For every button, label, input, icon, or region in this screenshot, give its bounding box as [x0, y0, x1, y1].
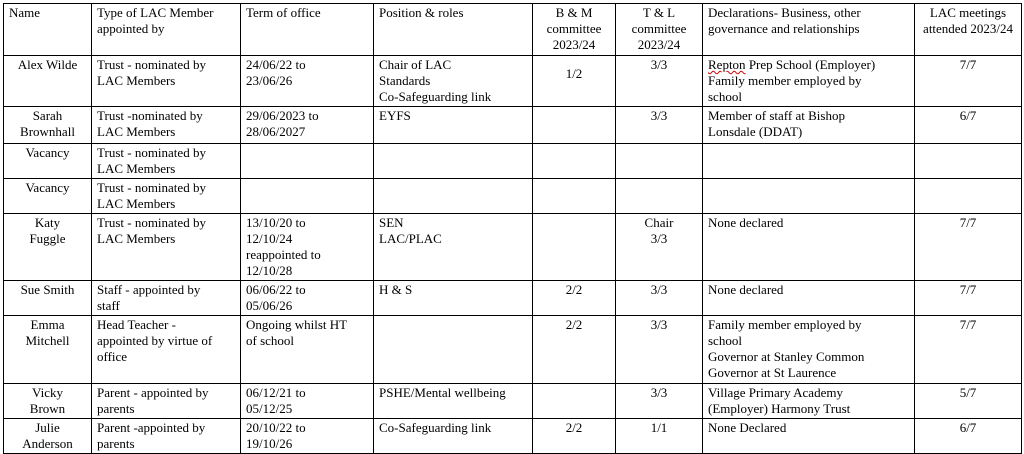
declarations [703, 214, 915, 281]
lac-meetings-attended: 5/7 [915, 384, 1022, 419]
member-name-line: Vicky [32, 385, 63, 400]
declarations [703, 179, 915, 214]
member-type-line: Trust - nominated by [97, 57, 206, 72]
position-roles [374, 419, 533, 454]
lac-meetings-attended: 7/7 [915, 316, 1022, 384]
member-type-line: parents [97, 436, 135, 451]
member-type [92, 179, 241, 214]
tl-committee-attendance: 3/3 [616, 56, 703, 107]
position-roles [374, 107, 533, 144]
member-name [4, 281, 92, 316]
lac-meetings-attended: 6/7 [915, 107, 1022, 144]
position-roles-line: LAC/PLAC [379, 231, 442, 246]
bm-committee-attendance [533, 214, 616, 281]
declarations-line: None declared [708, 282, 784, 297]
position-roles-line: EYFS [379, 108, 411, 123]
declarations-line: Repton Prep School (Employer) [708, 57, 876, 72]
declarations [703, 144, 915, 179]
term-of-office-line: 23/06/26 [246, 73, 293, 88]
declarations-line: Governor at Stanley Common [708, 349, 865, 364]
term-of-office-line: 28/06/2027 [246, 124, 306, 139]
member-name-line: Katy [34, 215, 61, 230]
member-name [4, 419, 92, 454]
declarations [703, 419, 915, 454]
member-type-line: office [97, 349, 128, 364]
tl-committee-attendance [616, 144, 703, 179]
declarations-line: Member of staff at Bishop [708, 108, 845, 123]
member-type [92, 281, 241, 316]
member-type [92, 214, 241, 281]
member-name-line: Fuggle [29, 231, 66, 246]
bm-committee-attendance: 2/2 [533, 281, 616, 316]
member-type-line: Trust -nominated by [97, 108, 203, 123]
header-bm-committee: B & M committee 2023/24 [533, 4, 616, 56]
position-roles [374, 56, 533, 107]
declarations-line: school [708, 89, 742, 104]
term-of-office-line: reappointed to [246, 247, 321, 262]
position-roles [374, 144, 533, 179]
table-row [4, 281, 1022, 316]
table-row [4, 419, 1022, 454]
table-body [4, 56, 1022, 454]
position-roles [374, 316, 533, 384]
bm-committee-attendance: 2/2 [533, 419, 616, 454]
member-type-line: appointed by virtue of [97, 333, 213, 348]
table-row [4, 316, 1022, 384]
member-name-line: Vacancy [25, 180, 70, 195]
member-type-line: Trust - nominated by [97, 180, 206, 195]
bm-committee-attendance [533, 179, 616, 214]
term-of-office [241, 214, 374, 281]
member-name [4, 107, 92, 144]
term-of-office-line: 06/06/22 to [246, 282, 306, 297]
tl-committee-attendance: 3/3 [616, 316, 703, 384]
term-of-office [241, 107, 374, 144]
bm-committee-attendance: 2/2 [533, 316, 616, 384]
lac-meetings-attended: 7/7 [915, 56, 1022, 107]
position-roles-line: H & S [379, 282, 413, 297]
member-type-line: LAC Members [97, 73, 176, 88]
term-of-office [241, 144, 374, 179]
position-roles-line: Chair of LAC [379, 57, 452, 72]
member-name [4, 316, 92, 384]
bm-committee-attendance [533, 144, 616, 179]
position-roles [374, 281, 533, 316]
position-roles [374, 179, 533, 214]
declarations-line: Family member employed by [708, 317, 862, 332]
bm-committee-attendance: 1/2 [533, 56, 616, 107]
declarations [703, 281, 915, 316]
member-name-line: Anderson [22, 436, 73, 451]
declarations [703, 316, 915, 384]
declarations-line: Lonsdale (DDAT) [708, 124, 803, 139]
term-of-office-line: 05/12/25 [246, 401, 293, 416]
declarations-line: Governor at St Laurence [708, 365, 837, 380]
spellcheck-word: Repton [708, 57, 746, 72]
declarations-line: school [708, 333, 742, 348]
member-name [4, 56, 92, 107]
term-of-office [241, 179, 374, 214]
tl-committee-attendance: 3/3 [616, 281, 703, 316]
member-type-line: Parent -appointed by [97, 420, 206, 435]
member-type-line: LAC Members [97, 161, 176, 176]
member-type-line: LAC Members [97, 124, 176, 139]
member-type-line: Trust - nominated by [97, 215, 206, 230]
declarations-line: None Declared [708, 420, 787, 435]
lac-members-table [3, 3, 1022, 454]
table-row [4, 179, 1022, 214]
term-of-office-line: 05/06/26 [246, 298, 293, 313]
position-roles [374, 214, 533, 281]
position-roles-line: PSHE/Mental wellbeing [379, 385, 506, 400]
member-name-line: Sarah [32, 108, 63, 123]
declarations-line: (Employer) Harmony Trust [708, 401, 851, 416]
member-name [4, 179, 92, 214]
member-name-line: Mitchell [25, 333, 70, 348]
lac-meetings-attended [915, 144, 1022, 179]
position-roles [374, 384, 533, 419]
member-type-line: staff [97, 298, 120, 313]
position-roles-line: Standards [379, 73, 431, 88]
table-row [4, 214, 1022, 281]
member-type-line: Head Teacher - [97, 317, 176, 332]
member-type-line: LAC Members [97, 196, 176, 211]
lac-meetings-attended: 7/7 [915, 281, 1022, 316]
header-term: Term of office [241, 4, 374, 56]
header-type: Type of LAC Member appointed by [92, 4, 241, 56]
term-of-office-line: 06/12/21 to [246, 385, 306, 400]
tl-committee-attendance [616, 179, 703, 214]
term-of-office-line: 19/10/26 [246, 436, 293, 451]
term-of-office-line: Ongoing whilst HT [246, 317, 348, 332]
tl-committee-attendance: 3/3 [616, 107, 703, 144]
lac-meetings-attended [915, 179, 1022, 214]
member-type [92, 316, 241, 384]
term-of-office [241, 384, 374, 419]
term-of-office-line: of school [246, 333, 295, 348]
position-roles-line: Co-Safeguarding link [379, 420, 492, 435]
bm-committee-attendance [533, 107, 616, 144]
header-meetings: LAC meetings attended 2023/24 [915, 4, 1022, 56]
term-of-office-line: 29/06/2023 to [246, 108, 319, 123]
header-row [4, 4, 1022, 56]
tl-committee-attendance: 1/1 [616, 419, 703, 454]
member-name-line: Brownhall [20, 124, 75, 139]
term-of-office-line: 13/10/20 to [246, 215, 306, 230]
term-of-office [241, 316, 374, 384]
member-type [92, 419, 241, 454]
member-name-line: Alex Wilde [17, 57, 78, 72]
lac-meetings-attended: 7/7 [915, 214, 1022, 281]
table-row [4, 144, 1022, 179]
bm-committee-attendance [533, 384, 616, 419]
term-of-office-line: 12/10/24 [246, 231, 293, 246]
member-type [92, 144, 241, 179]
declarations [703, 107, 915, 144]
table-row [4, 56, 1022, 107]
lac-meetings-attended: 6/7 [915, 419, 1022, 454]
member-name [4, 214, 92, 281]
declarations-line: Village Primary Academy [708, 385, 843, 400]
member-type [92, 56, 241, 107]
term-of-office-line: 20/10/22 to [246, 420, 306, 435]
member-name-line: Sue Smith [20, 282, 75, 297]
member-type-line: Parent - appointed by [97, 385, 209, 400]
member-name-line: Julie [35, 420, 60, 435]
member-type-line: LAC Members [97, 231, 176, 246]
member-type-line: Staff - appointed by [97, 282, 201, 297]
position-roles-line: Co-Safeguarding link [379, 89, 492, 104]
position-roles-line: SEN [379, 215, 404, 230]
tl-committee-attendance: Chair 3/3 [616, 214, 703, 281]
header-name: Name [4, 4, 92, 56]
term-of-office-line: 12/10/28 [246, 263, 293, 278]
declarations-line: Family member employed by [708, 73, 862, 88]
header-declarations: Declarations- Business, other governance and relationships [703, 4, 915, 56]
member-type-line: Trust - nominated by [97, 145, 206, 160]
member-name-line: Brown [29, 401, 66, 416]
member-type-line: parents [97, 401, 135, 416]
header-tl-committee: T & L committee 2023/24 [616, 4, 703, 56]
member-type [92, 384, 241, 419]
term-of-office-line: 24/06/22 to [246, 57, 306, 72]
member-type [92, 107, 241, 144]
member-name [4, 384, 92, 419]
term-of-office [241, 56, 374, 107]
tl-committee-attendance: 3/3 [616, 384, 703, 419]
declarations-line: None declared [708, 215, 784, 230]
term-of-office [241, 281, 374, 316]
member-name-line: Emma [30, 317, 65, 332]
declarations [703, 56, 915, 107]
member-name-line: Vacancy [25, 145, 70, 160]
table-row [4, 384, 1022, 419]
member-name [4, 144, 92, 179]
table-row [4, 107, 1022, 144]
term-of-office [241, 419, 374, 454]
declarations [703, 384, 915, 419]
header-position: Position & roles [374, 4, 533, 56]
